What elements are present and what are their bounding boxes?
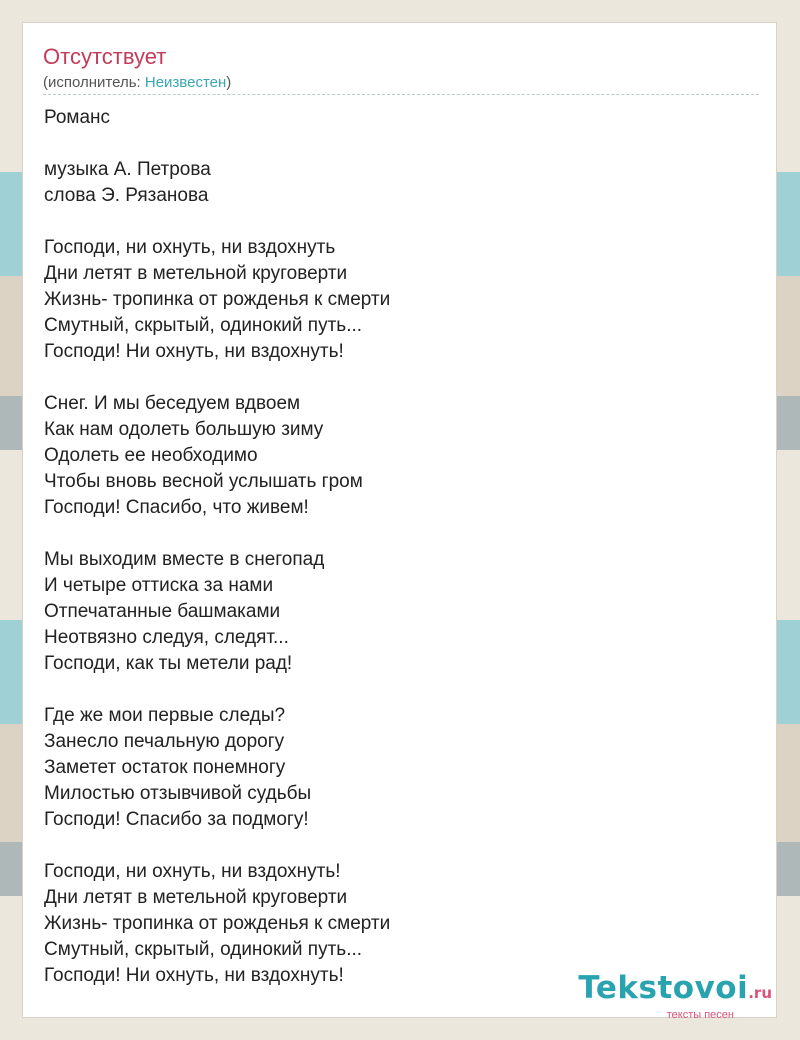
meta-prefix: (исполнитель: [43,74,145,91]
stanza-break [44,131,744,157]
lyric-line: слова Э. Рязанова [44,185,209,206]
lyric-line: Смутный, скрытый, одинокий путь... [44,939,363,960]
lyrics-card [22,22,777,1018]
stanza-break [44,833,744,859]
lyric-line: Жизнь- тропинка от рожденья к смерти [44,913,391,934]
lyric-line: Господи, как ты метели рад! [44,653,293,674]
stanza-break [44,365,744,391]
stanza-break [44,209,744,235]
lyric-line: Дни летят в метельной круговерти [44,887,348,908]
lyric-line: Господи! Ни охнуть, ни вздохнуть! [44,965,344,986]
lyric-line: Где же мои первые следы? [44,705,286,726]
divider [43,94,759,95]
lyric-line: Дни летят в метельной круговерти [44,263,348,284]
lyric-line: Неотвязно следуя, следят... [44,627,289,648]
logo-tagline: тексты песен [666,1009,734,1021]
lyric-line: Снег. И мы беседуем вдвоем [44,393,301,414]
lyric-line: Господи! Спасибо за подмогу! [44,809,309,830]
song-title: Отсутствует [43,44,167,69]
lyric-line: музыка А. Петрова [44,159,211,180]
lyric-line: Жизнь- тропинка от рожденья к смерти [44,289,391,310]
lyric-line: Чтобы вновь весной услышать гром [44,471,363,492]
lyric-line: Одолеть ее необходимо [44,445,258,466]
lyric-line: Милостью отзывчивой судьбы [44,783,312,804]
logo-name: Tekstovoi [578,970,749,1006]
lyrics-body [44,105,744,989]
artist-link[interactable]: Неизвестен [144,74,227,91]
lyric-line: Господи, ни охнуть, ни вздохнуть! [44,861,341,882]
lyric-line: Господи! Ни охнуть, ни вздохнуть! [44,341,344,362]
logo-wordmark [578,972,772,1009]
stanza-break [44,677,744,703]
lyric-line: Господи! Спасибо, что живем! [44,497,309,518]
lyric-line: И четыре оттиска за нами [44,575,274,596]
lyric-line: Романс [44,107,111,128]
site-logo[interactable] [578,972,772,1021]
stanza-break [44,521,744,547]
lyric-line: Смутный, скрытый, одинокий путь... [44,315,363,336]
lyric-line: Господи, ни охнуть, ни вздохнуть [44,237,336,258]
lyric-line: Заметет остаток понемногу [44,757,286,778]
lyric-line: Занесло печальную дорогу [44,731,285,752]
lyric-line: Как нам одолеть большую зиму [44,419,324,440]
song-meta [43,73,231,93]
lyric-line: Мы выходим вместе в снегопад [44,549,325,570]
lyric-line: Отпечатанные башмаками [44,601,281,622]
meta-suffix: ) [226,74,232,91]
logo-tld: .ru [748,984,772,1002]
